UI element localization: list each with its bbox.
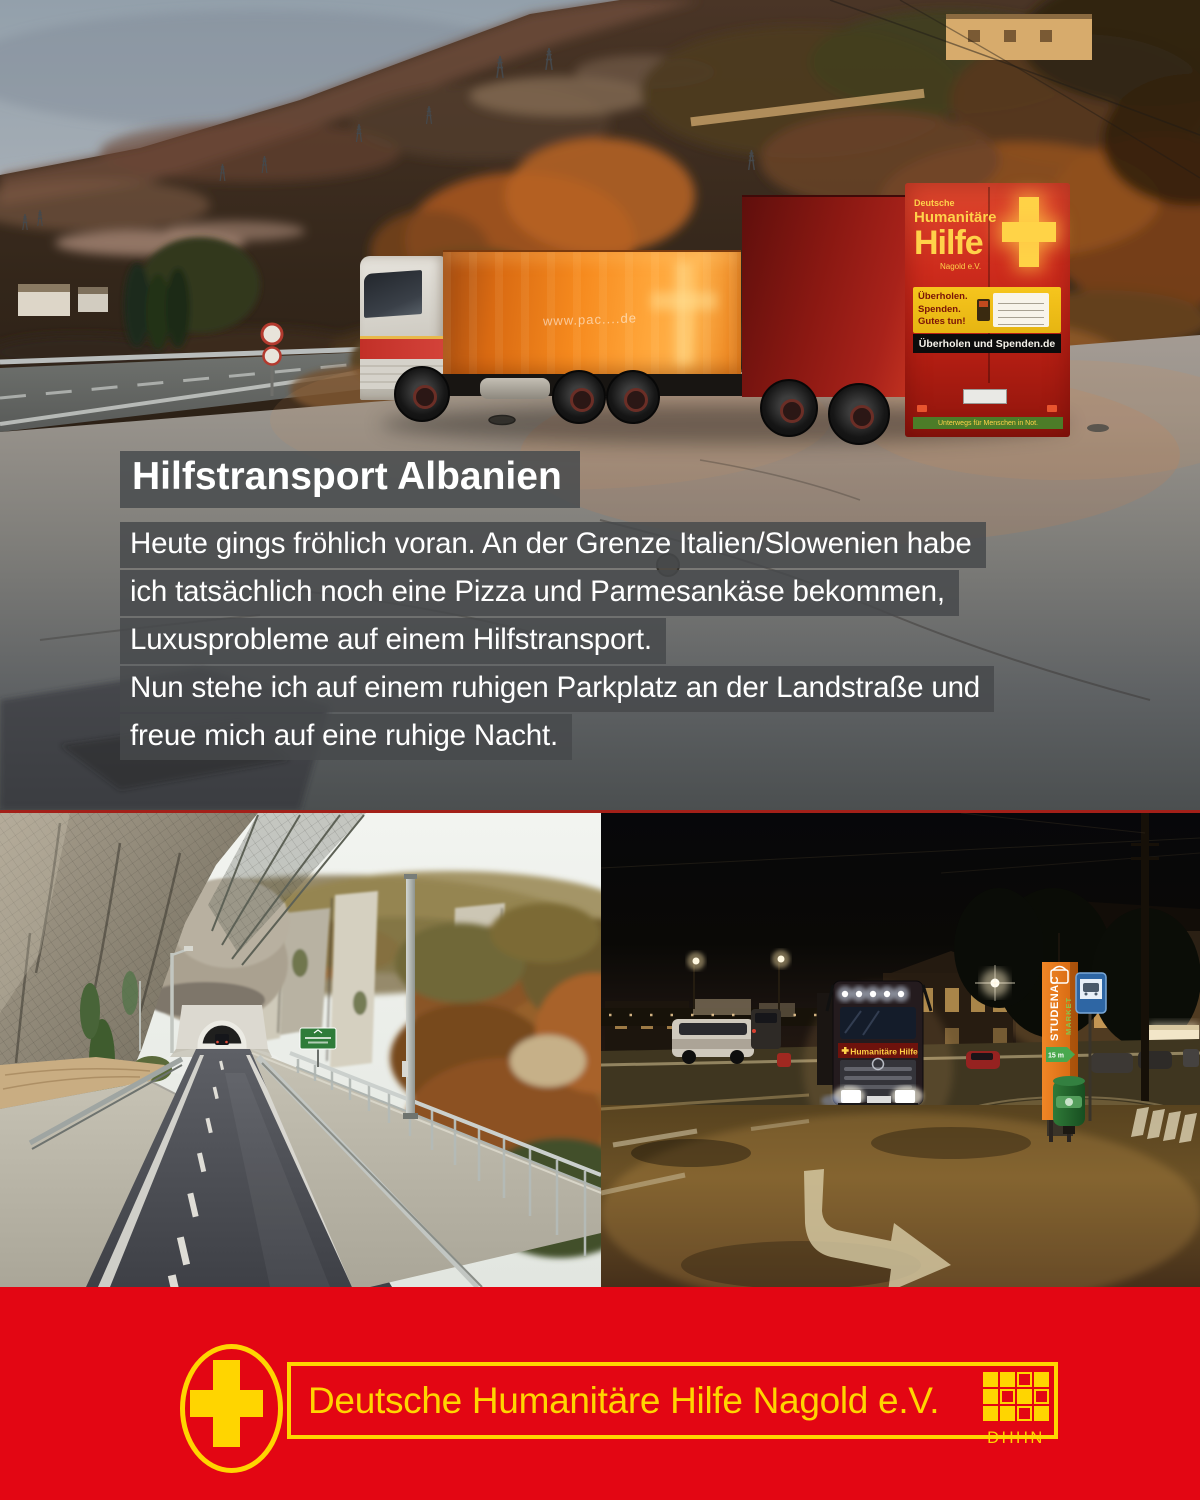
dhhn-grid-icon [983, 1372, 1049, 1421]
trailer-side [742, 195, 910, 397]
trailer-cross-icon [1002, 222, 1056, 242]
pillar-arrow-label: 15 m [1048, 1052, 1064, 1060]
post-body [120, 522, 994, 762]
dhhn-grid-cell [983, 1406, 998, 1421]
tunnel-scene-art [0, 813, 601, 1287]
trailer-banner-text: Überholen und Spenden.de [913, 334, 1061, 353]
dhhn-grid-cell [1000, 1389, 1015, 1404]
org-name-box [287, 1362, 1058, 1439]
trailer-wheel [760, 379, 818, 437]
pillar-text-studenac: STUDENAC [1049, 975, 1061, 1041]
post-title: Hilfstransport Albanien [120, 451, 580, 508]
cross-icon [190, 1390, 263, 1417]
trailer-donation-sign [913, 287, 1061, 333]
trailer-bottom-strip: Unterwegs für Menschen in Not. [913, 417, 1063, 429]
trailer-wheel [828, 383, 890, 445]
trailer-brand-sub: Nagold e.V. [940, 262, 982, 271]
truck-wheel [394, 366, 450, 422]
dhhn-grid-cell [1017, 1389, 1032, 1404]
photo-night-parking [601, 813, 1200, 1287]
dhhn-grid-cell [1034, 1406, 1049, 1421]
dhhn-grid-cell [1017, 1372, 1032, 1387]
footer-banner [0, 1287, 1200, 1500]
truck-windshield [364, 270, 422, 318]
trailer-rear-face [905, 183, 1070, 437]
trailer-tail-light [1047, 405, 1057, 412]
cargo-box-cross-glow [675, 262, 693, 364]
dhhn-grid-cell [1000, 1372, 1015, 1387]
post-body-line: ich tatsächlich noch eine Pizza und Parmesankäse bekommen, [120, 570, 959, 616]
post-body-line: Heute gings fröhlich voran. An der Grenze Italien/Slowenien habe [120, 522, 986, 568]
aid-trailer [742, 183, 1070, 445]
dhhn-grid-cell [983, 1389, 998, 1404]
truck-wheel [606, 370, 660, 424]
trailer-brand-top: Deutsche [914, 198, 955, 208]
truck-wheel [552, 370, 606, 424]
org-cross-logo [180, 1344, 283, 1473]
org-name: Deutsche Humanitäre Hilfe Nagold e.V. [308, 1379, 940, 1421]
truck-fuel-tank [480, 378, 550, 399]
cargo-box-cross-glow [651, 292, 717, 310]
donation-sign-text: Überholen. Spenden. Gutes tun! [918, 291, 968, 328]
post-body-line: freue mich auf eine ruhige Nacht. [120, 714, 572, 760]
pillar-text-market: MARKET [1064, 996, 1073, 1035]
truck-cargo-box [443, 250, 741, 381]
night-scene-art [601, 813, 1200, 1287]
trailer-brand-line1: Humanitäre [914, 209, 997, 226]
trailer-brand-line2: Hilfe [914, 224, 983, 262]
donation-sign-smallprint [993, 293, 1049, 327]
dhhn-grid-cell [1034, 1372, 1049, 1387]
dhhn-grid-cell [983, 1372, 998, 1387]
trailer-license-plate [963, 389, 1007, 404]
post-body-line: Luxusprobleme auf einem Hilfstransport. [120, 618, 666, 664]
trailer-branding [914, 199, 1004, 271]
night-truck-banner-text: Humanitäre Hilfe [850, 1046, 918, 1057]
dhhn-grid-cell [1034, 1389, 1049, 1404]
dhhn-label: DHHN [987, 1429, 1045, 1447]
trash-bin [1053, 1076, 1085, 1134]
dhhn-grid-cell [1000, 1406, 1015, 1421]
dhhn-logo [983, 1372, 1049, 1448]
photo-tunnel-road [0, 813, 601, 1287]
post-body-line: Nun stehe ich auf einem ruhigen Parkplatz an der Landstraße und [120, 666, 994, 712]
truck-cab-stripe [360, 336, 446, 359]
cargo-box-url-text: www.pac....de [543, 310, 637, 329]
truck-pictogram-icon [977, 299, 990, 321]
trailer-tail-light [917, 405, 927, 412]
dhhn-grid-cell [1017, 1406, 1032, 1421]
